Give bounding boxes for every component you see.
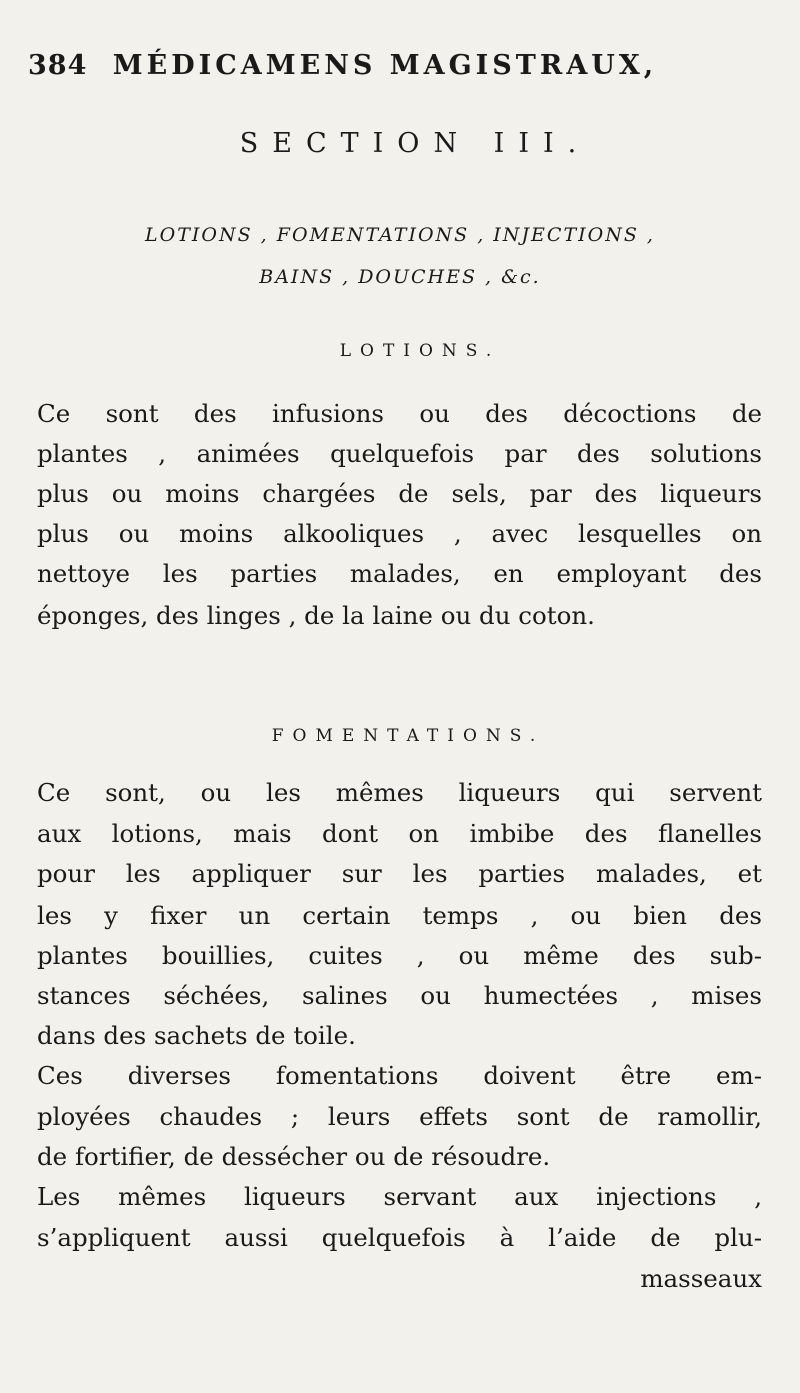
text-line: stances séchées, salines ou humectées , mises <box>37 981 762 1010</box>
section-subtitle-line-1: LOTIONS , FOMENTATIONS , INJECTIONS , <box>145 224 655 246</box>
text-line: plantes bouillies, cuites , ou même des sub- <box>37 941 762 970</box>
text-line: Ce sont des infusions ou des décoctions de <box>37 399 762 428</box>
text-line: masseaux <box>640 1264 762 1293</box>
text-line: Les mêmes liqueurs servant aux injections , <box>37 1182 762 1211</box>
text-line: dans des sachets de toile. <box>37 1021 356 1050</box>
text-line: nettoye les parties malades, en employant des <box>37 559 762 588</box>
text-line: de fortifier, de dessécher ou de résoudre. <box>37 1142 551 1171</box>
text-line: les y fixer un certain temps , ou bien des <box>37 901 762 930</box>
fomentations-heading: FOMENTATIONS. <box>271 726 545 746</box>
text-line: éponges, des linges , de la laine ou du coton. <box>37 601 595 630</box>
text-line: plus ou moins alkooliques , avec lesquelles on <box>37 519 762 548</box>
text-line: plantes , animées quelquefois par des solutions <box>37 439 762 468</box>
text-line: aux lotions, mais dont on imbibe des flanelles <box>37 819 762 848</box>
page-number: 384 <box>28 50 88 81</box>
lotions-heading: LOTIONS. <box>339 341 501 361</box>
section-title: SECTION III. <box>239 128 591 159</box>
text-line: pour les appliquer sur les parties malades, et <box>37 859 762 888</box>
text-line: ployées chaudes ; leurs effets sont de ramollir, <box>37 1102 762 1131</box>
text-line: s’appliquent aussi quelquefois à l’aide de plu- <box>37 1223 762 1252</box>
running-head <box>28 50 657 81</box>
text-line: plus ou moins chargées de sels, par des liqueurs <box>37 479 762 508</box>
section-subtitle-line-2: BAINS , DOUCHES , &c. <box>259 266 541 288</box>
text-line: Ce sont, ou les mêmes liqueurs qui servent <box>37 778 762 807</box>
running-title: MÉDICAMENS MAGISTRAUX, <box>112 50 658 81</box>
text-line: Ces diverses fomentations doivent être em- <box>37 1061 762 1090</box>
